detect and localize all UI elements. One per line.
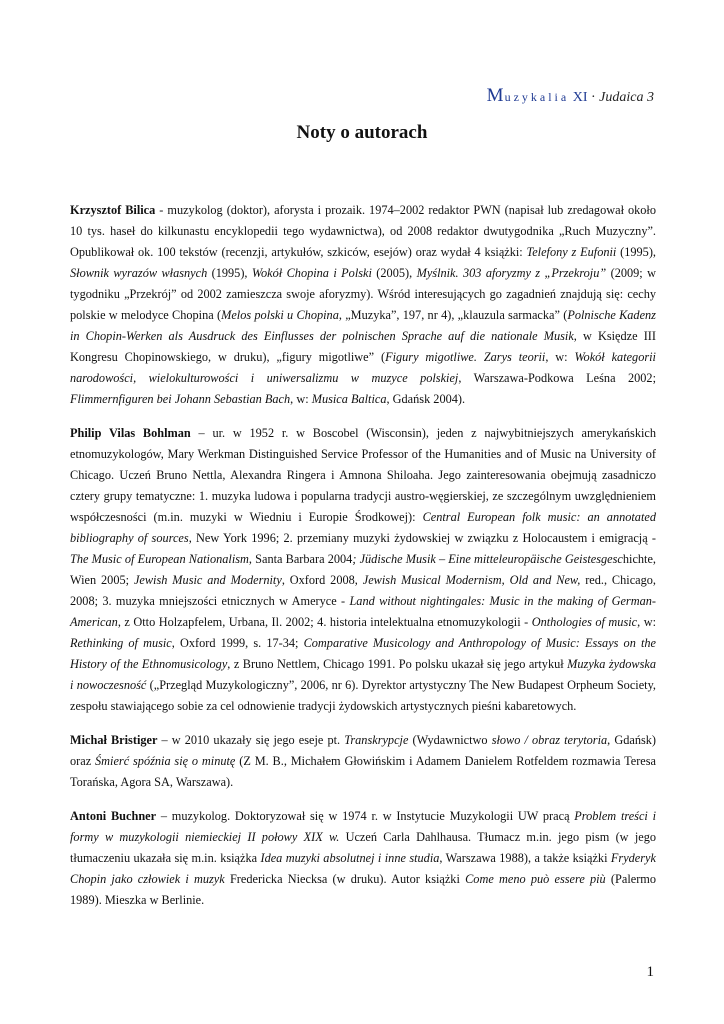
title-italic: Polnische Kadenz in Chopin-Werken als Ausdruck des Einflusses der polnischen Sprache auf die nationale Musik	[70, 308, 656, 343]
bio-text: , w:	[637, 615, 656, 629]
title-italic: słowo / obraz terytoria	[491, 733, 608, 747]
title-italic: Muzyka żydowska i nowoczesność	[70, 657, 657, 692]
journal-initial: M	[486, 85, 505, 106]
bio-text: , Gdańsk) oraz	[70, 733, 656, 768]
header-separator: ·	[591, 90, 596, 105]
title-italic: ; Jüdische Musik – Eine mitteleuropäische Geistesgesc	[352, 552, 623, 566]
bio-text: , z Otto Holzapfelem, Urbana, Il. 2002; 4. historia intelektualna etnomuzykologii -	[117, 615, 532, 629]
bio-text: , Santa Barbara 2004	[248, 552, 353, 566]
title-italic: Melos polski u Chopina	[221, 308, 339, 322]
bio-text: (1995),	[616, 245, 656, 259]
title-italic: Flimmernfiguren bei Johann Sebastian Bach	[70, 392, 291, 406]
running-header	[487, 85, 654, 107]
title-italic: Transkrypcje	[344, 733, 409, 747]
author-name: Michał Bristiger	[70, 733, 158, 747]
bio-text: Uczeń Carla Dahlhausa. Tłumacz m.in. jego pism (w jego tłumaczeniu ukazała się m.in. książka	[70, 830, 656, 865]
author-entry	[70, 806, 656, 911]
bio-text: (Z M. B., Michałem Głowińskim i Adamem Danielem Rotfeldem rozmawia Teresa Torańska, Agora SA, Warszawa).	[70, 754, 656, 789]
bio-text: , „Muzyka”, 197, nr 4), „klauzula sarmacka” (	[338, 308, 568, 322]
title-italic: Problem treści i formy w muzykologii niemieckiej II połowy XIX w.	[70, 809, 656, 844]
page-number: 1	[646, 964, 654, 980]
page-title: Noty o autorach	[296, 122, 428, 143]
title-italic: Wokół kategorii narodowości, wielokulturowości i uniwersalizmu w muzyce polskiej	[70, 350, 656, 385]
bio-text: (1995),	[207, 266, 252, 280]
title-italic: Come meno può essere più	[465, 872, 606, 886]
bio-text: , z Bruno Nettlem, Chicago 1991. Po polsku ukazał się jego artykuł	[227, 657, 568, 671]
bio-text: (2005),	[371, 266, 417, 280]
bio-text: , w:	[290, 392, 312, 406]
bio-text: , Oxford 1999, s. 17-34;	[171, 636, 304, 650]
title-italic: Fryderyk Chopin jako człowiek i muzyk	[70, 851, 656, 886]
bio-text: – ur. w 1952 r. w Boscobel (Wisconsin), jeden z najwybitniejszych amerykańskich etnomuzykologów, Mary Werkman Distinguished Service Professor of the Humanities and of Music na University of Chicago. Uczeń Bruno Nettla, Alexandra Ringera i Amnona Shiloaha. Jego zainteresowania obejmują zasadniczo cztery grupy tematyczne: 1. muzyka ludowa i popularna tradycji austro-węgierskiej, ze szczególnym uwzględnieniem współczesności (m.in. muzyki w Wiedniu i Europie Środkowej):	[70, 426, 656, 524]
author-name: Philip Vilas Bohlman	[70, 426, 191, 440]
bio-text: (2009; w tygodniku „Przekrój” od 2002 zamieszcza swoje aforyzmy). Wśród interesujących go zagadnień znajdują się: cechy polskie w melodyce Chopina (	[70, 266, 657, 322]
author-name: Antoni Buchner	[70, 809, 157, 823]
bio-text: hichte, Wien 2005;	[70, 552, 656, 587]
title-italic: Myślnik. 303 aforyzmy z „Przekroju”	[416, 266, 607, 280]
bio-text: Fredericka Niecksa (w druku). Autor książki	[224, 872, 466, 886]
title-italic: Śmierć spóźnia się o minutę	[95, 754, 236, 768]
bio-text: (Wydawnictwo	[408, 733, 492, 747]
journal-volume: XI	[572, 90, 588, 105]
title-italic: Musica Baltica	[311, 392, 387, 406]
title-italic: Central European folk music: an annotated bibliography of sources	[70, 510, 656, 545]
bio-text: - muzykolog (doktor), aforysta i prozaik. 1974–2002 redaktor PWN (napisał lub zredagował około 10 tys. haseł do kilkunastu encyklopedii tego wydawnictwa), od 2008 redaktor dwutygodnika „Ruch Muzyczny”. Opublikował ok. 100 tekstów (recenzji, artykułów, szkiców, esejów) oraz wydał 4 książki:	[70, 203, 656, 259]
bio-text: , w:	[545, 350, 575, 364]
author-notes	[70, 200, 656, 924]
bio-text: , Warszawa-Podkowa Leśna 2002;	[458, 371, 656, 385]
title-italic: Telefony z Eufonii	[526, 245, 617, 259]
bio-text: , Gdańsk 2004).	[386, 392, 466, 406]
title-italic: Jewish Musical Modernism, Old and New,	[362, 573, 581, 587]
title-italic: Słownik wyrazów własnych	[70, 266, 208, 280]
bio-text: („Przegląd Muzykologiczny”, 2006, nr 6). Dyrektor artystyczny The New Budapest Orpheum Society, zespołu stawiającego sobie za cel odnowienie tradycji żydowskich artystycznych pieśni kabaretowych.	[70, 678, 656, 713]
bio-text: (Palermo 1989). Mieszka w Berlinie.	[70, 872, 657, 907]
title-italic: Rethinking of music	[70, 636, 172, 650]
bio-text: , New York 1996; 2. przemiany muzyki żydowskiej w związku z Holocaustem i emigracją -	[188, 531, 657, 545]
title-italic: The Music of European Nationalism	[70, 552, 249, 566]
author-entry	[70, 423, 656, 717]
title-italic: Land without nightingales: Music in the making of German-American	[70, 594, 656, 629]
title-italic: Idea muzyki absolutnej i inne studia	[260, 851, 440, 865]
title-italic: Comparative Musicology and Anthropology of Music: Essays on the History of the Ethnomusicology	[70, 636, 656, 671]
bio-text: – muzykolog. Doktoryzował się w 1974 r. w Instytucie Muzykologii UW pracą	[156, 809, 575, 823]
author-entry	[70, 730, 656, 793]
title-italic: Jewish Music and Modernity	[133, 573, 282, 587]
bio-text: – w 2010 ukazały się jego eseje pt.	[157, 733, 345, 747]
title-italic: Onthologies of music	[531, 615, 638, 629]
bio-text: , w Księdze III Kongresu Chopinowskiego, w druku), „figury migotliwe” (	[70, 329, 656, 364]
author-name: Krzysztof Bilica	[70, 203, 156, 217]
journal-issue: Judaica 3	[599, 90, 654, 105]
bio-text: red., Chicago, 2008; 3. muzyka mniejszości etnicznych w Ameryce -	[70, 573, 656, 608]
bio-text: , Oxford 2008,	[281, 573, 363, 587]
author-entry	[70, 200, 656, 410]
title-italic: Wokół Chopina i Polski	[251, 266, 372, 280]
journal-name: uzykalia	[504, 90, 570, 104]
bio-text: , Warszawa 1988), a także książki	[439, 851, 611, 865]
title-italic: Figury migotliwe. Zarys teorii	[385, 350, 546, 364]
